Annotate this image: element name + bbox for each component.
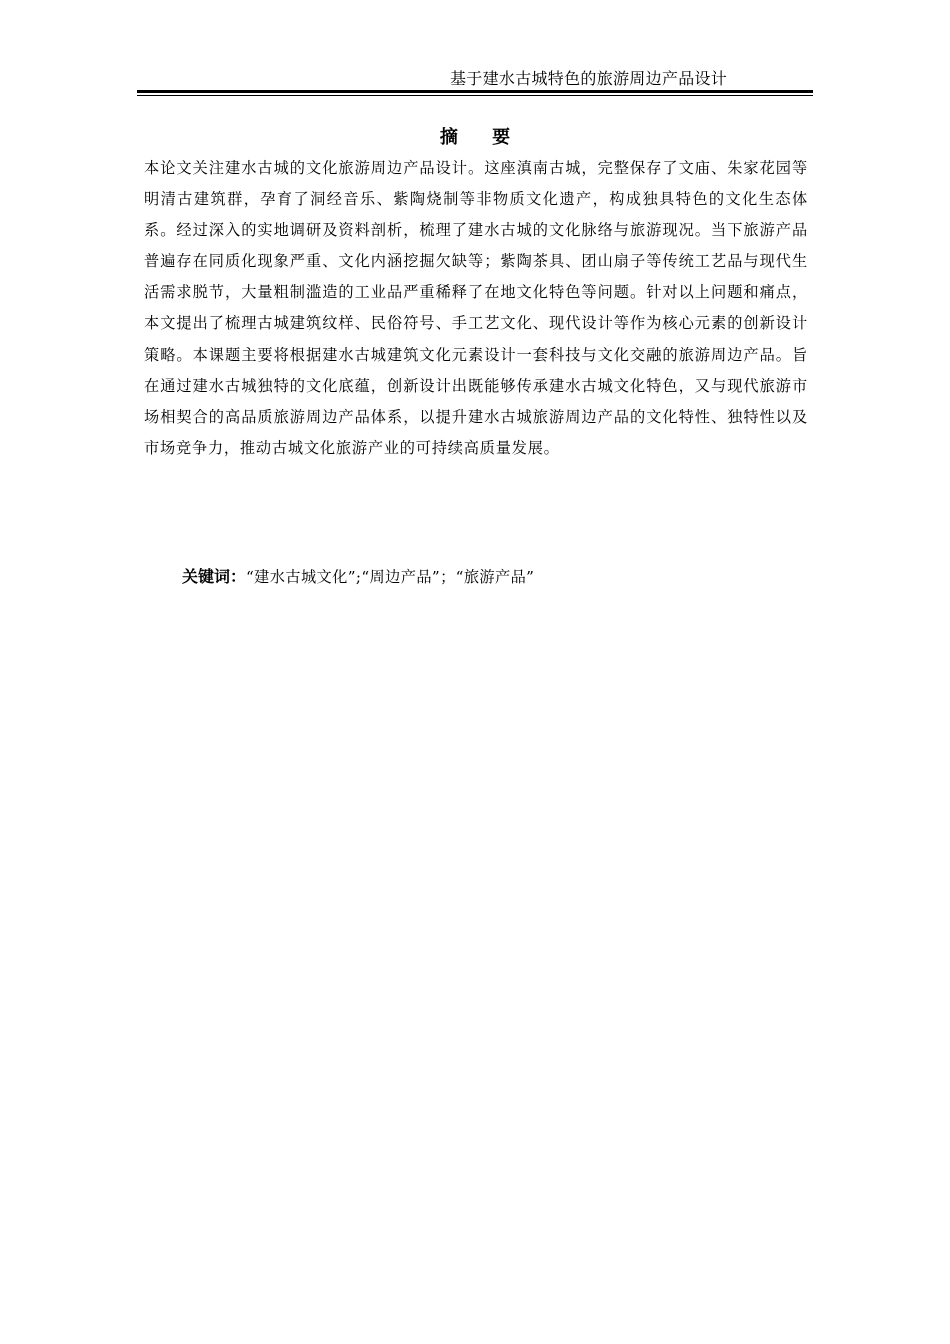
header-rule <box>137 90 813 93</box>
keywords-label: 关键词： <box>182 567 247 586</box>
running-header: 基于建水古城特色的旅游周边产品设计 <box>450 69 728 88</box>
header-rule-secondary <box>137 95 813 96</box>
abstract-body: 本论文关注建水古城的文化旅游周边产品设计。这座滇南古城，完整保存了文庙、朱家花园等明清古建筑群，孕育了洞经音乐、紫陶烧制等非物质文化遗产，构成独具特色的文化生态体系。经过深入的实地调研及资料剖析，梳理了建水古城的文化脉络与旅游现况。当下旅游产品普遍存在同质化现象严重、文化内涵挖掘欠缺等；紫陶茶具、团山扇子等传统工艺品与现代生活需求脱节，大量粗制滥造的工业品严重稀释了在地文化特色等问题。针对以上问题和痛点，本文提出了梳理古城建筑纹样、民俗符号、手工艺文化、现代设计等作为核心元素的创新设计策略。本课题主要将根据建水古城建筑文化元素设计一套科技与文化交融的旅游周边产品。旨在通过建水古城独特的文化底蕴，创新设计出既能够传承建水古城文化特色，又与现代旅游市场相契合的高品质旅游周边产品体系，以提升建水古城旅游周边产品的文化特性、独特性以及市场竞争力，推动古城文化旅游产业的可持续高质量发展。 <box>144 159 808 457</box>
abstract-title: 摘 要 <box>439 127 525 148</box>
keywords-values: “建水古城文化”;“周边产品”；“旅游产品” <box>246 568 535 586</box>
keywords-line <box>182 563 534 591</box>
